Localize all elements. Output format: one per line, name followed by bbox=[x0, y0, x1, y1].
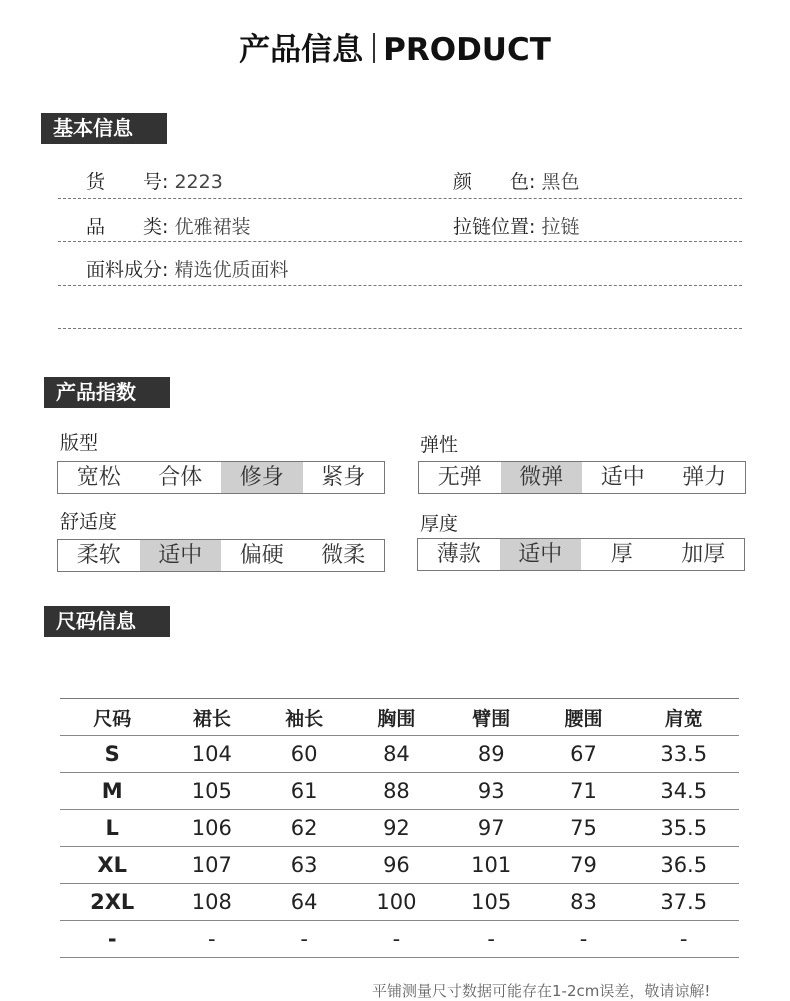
size-table-header bbox=[60, 699, 739, 736]
thickness-option: 厚 bbox=[610, 542, 633, 567]
table-cell: 83 bbox=[539, 884, 629, 921]
table-cell: - bbox=[539, 921, 629, 958]
color-row bbox=[453, 167, 579, 194]
comfort-option: 柔软 bbox=[76, 543, 121, 568]
category-row bbox=[86, 212, 250, 239]
table-cell: 64 bbox=[259, 884, 349, 921]
table-cell: 35.5 bbox=[628, 810, 739, 847]
comfort-option: 偏硬 bbox=[239, 543, 284, 568]
comfort-label: 舒适度 bbox=[60, 511, 118, 533]
table-cell: 62 bbox=[259, 810, 349, 847]
fabric-value: 精选优质面料 bbox=[174, 259, 289, 281]
table-cell: 101 bbox=[444, 847, 539, 884]
table-cell: 33.5 bbox=[628, 736, 739, 773]
table-cell: - bbox=[444, 921, 539, 958]
category-label: 品 类: bbox=[86, 216, 169, 238]
fit-option: 修身 bbox=[221, 462, 303, 493]
table-cell: 61 bbox=[259, 773, 349, 810]
table-row bbox=[60, 810, 739, 847]
column-header: 尺码 bbox=[93, 707, 132, 730]
color-value: 黑色 bbox=[541, 171, 580, 193]
size-cell: M bbox=[60, 773, 164, 810]
table-cell: 67 bbox=[539, 736, 629, 773]
elasticity-scale bbox=[418, 461, 746, 494]
zipper-value: 拉链 bbox=[541, 216, 580, 238]
table-cell: - bbox=[628, 921, 739, 958]
table-cell: 104 bbox=[164, 736, 259, 773]
column-header: 胸围 bbox=[377, 707, 416, 730]
table-cell: 97 bbox=[444, 810, 539, 847]
title-en: PRODUCT bbox=[383, 32, 551, 68]
table-cell: 75 bbox=[539, 810, 629, 847]
table-cell: 36.5 bbox=[628, 847, 739, 884]
thickness-option: 加厚 bbox=[681, 542, 726, 567]
table-cell: 60 bbox=[259, 736, 349, 773]
table-cell: 93 bbox=[444, 773, 539, 810]
comfort-option: 适中 bbox=[140, 540, 222, 571]
elasticity-option: 无弹 bbox=[437, 465, 482, 490]
table-row bbox=[60, 884, 739, 921]
section-heading-size: 尺码信息 bbox=[44, 606, 170, 637]
table-cell: 92 bbox=[349, 810, 444, 847]
title-divider bbox=[373, 33, 375, 63]
table-cell: - bbox=[349, 921, 444, 958]
table-cell: 105 bbox=[164, 773, 259, 810]
table-cell: 34.5 bbox=[628, 773, 739, 810]
fit-option: 紧身 bbox=[321, 465, 366, 490]
page-title bbox=[0, 24, 790, 69]
section-heading-indices: 产品指数 bbox=[44, 377, 170, 408]
fabric-row bbox=[86, 255, 288, 282]
category-value: 优雅裙装 bbox=[174, 216, 251, 238]
color-label: 颜 色: bbox=[453, 171, 536, 193]
size-cell: - bbox=[60, 921, 164, 958]
table-cell: - bbox=[164, 921, 259, 958]
thickness-option: 适中 bbox=[500, 539, 582, 570]
table-cell: - bbox=[259, 921, 349, 958]
item-no-row bbox=[86, 167, 223, 194]
fit-option: 合体 bbox=[158, 465, 203, 490]
item-no-label: 货 号: bbox=[86, 171, 169, 193]
comfort-scale bbox=[57, 539, 385, 572]
fit-scale bbox=[57, 461, 385, 494]
divider bbox=[58, 241, 742, 242]
thickness-scale bbox=[417, 538, 745, 571]
title-cn: 产品信息 bbox=[239, 32, 364, 68]
elasticity-option: 弹力 bbox=[682, 465, 727, 490]
size-cell: XL bbox=[60, 847, 164, 884]
table-row bbox=[60, 847, 739, 884]
divider bbox=[58, 328, 742, 329]
table-cell: 37.5 bbox=[628, 884, 739, 921]
size-cell: L bbox=[60, 810, 164, 847]
thickness-option: 薄款 bbox=[436, 542, 481, 567]
column-header: 臂围 bbox=[472, 707, 511, 730]
table-cell: 105 bbox=[444, 884, 539, 921]
table-cell: 100 bbox=[349, 884, 444, 921]
table-cell: 71 bbox=[539, 773, 629, 810]
table-cell: 96 bbox=[349, 847, 444, 884]
column-header: 裙长 bbox=[192, 707, 231, 730]
fabric-label: 面料成分: bbox=[86, 259, 169, 281]
measurement-note: 平铺测量尺寸数据可能存在1-2cm误差，敬请谅解! bbox=[372, 982, 711, 1000]
table-cell: 79 bbox=[539, 847, 629, 884]
column-header: 肩宽 bbox=[664, 707, 703, 730]
table-cell: 84 bbox=[349, 736, 444, 773]
section-heading-basic: 基本信息 bbox=[41, 113, 167, 144]
column-header: 袖长 bbox=[285, 707, 324, 730]
item-no-value: 2223 bbox=[174, 171, 223, 193]
size-cell: S bbox=[60, 736, 164, 773]
column-header: 腰围 bbox=[564, 707, 603, 730]
table-cell: 106 bbox=[164, 810, 259, 847]
thickness-label: 厚度 bbox=[420, 513, 459, 535]
elasticity-label: 弹性 bbox=[420, 434, 459, 456]
table-cell: 88 bbox=[349, 773, 444, 810]
fit-option: 宽松 bbox=[76, 465, 121, 490]
table-row bbox=[60, 736, 739, 773]
table-cell: 108 bbox=[164, 884, 259, 921]
size-table bbox=[60, 698, 739, 958]
table-row bbox=[60, 921, 739, 958]
size-cell: 2XL bbox=[60, 884, 164, 921]
zipper-row bbox=[453, 212, 579, 239]
fit-label: 版型 bbox=[60, 432, 99, 454]
comfort-option: 微柔 bbox=[321, 543, 366, 568]
divider bbox=[58, 198, 742, 199]
divider bbox=[58, 285, 742, 286]
table-cell: 107 bbox=[164, 847, 259, 884]
table-row bbox=[60, 773, 739, 810]
zipper-label: 拉链位置: bbox=[453, 216, 536, 238]
elasticity-option: 适中 bbox=[600, 465, 645, 490]
table-cell: 63 bbox=[259, 847, 349, 884]
table-cell: 89 bbox=[444, 736, 539, 773]
elasticity-option: 微弹 bbox=[501, 462, 583, 493]
